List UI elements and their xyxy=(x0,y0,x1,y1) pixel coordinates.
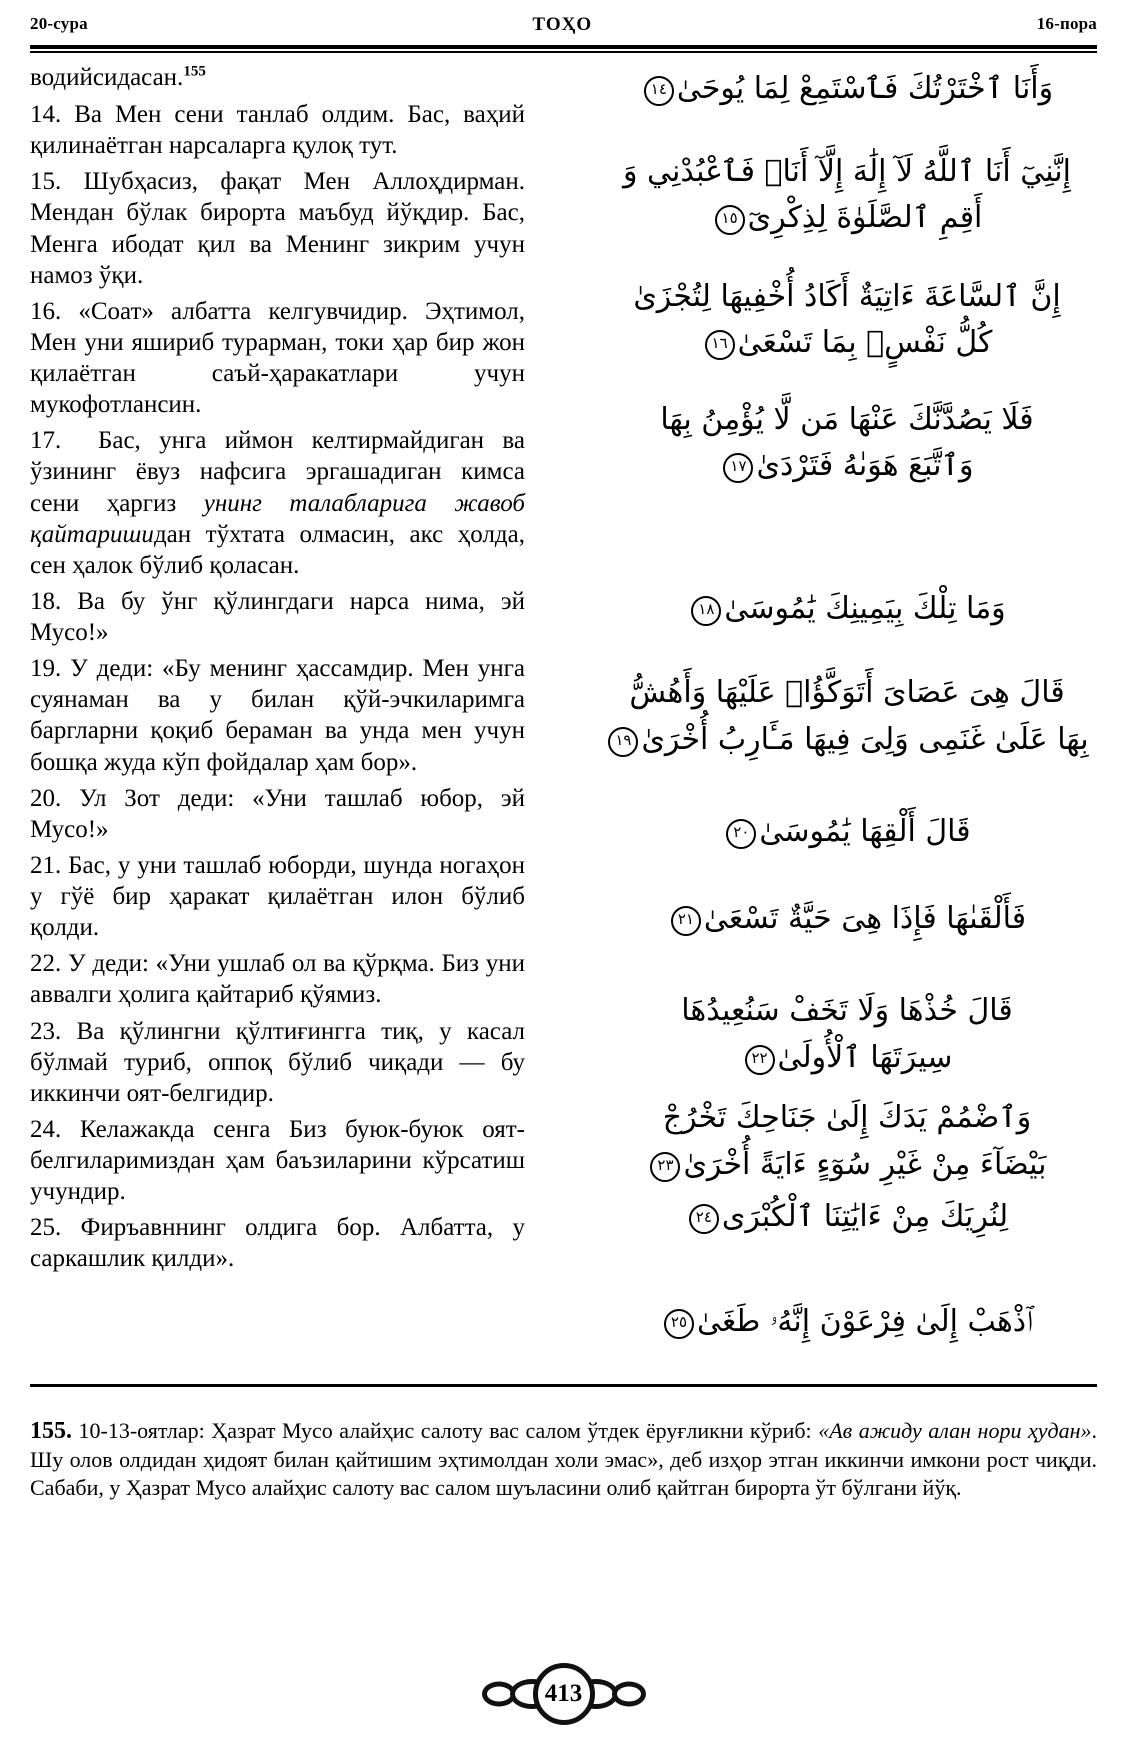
arabic-line: إِنَّنِيٓ أَنَا ٱللَّهُ لَآ إِلَٰهَ إِلَّآ أَنَا۠ فَٱعْبُدْنِي وَ xyxy=(623,153,1071,189)
arabic-line: فَأَلْقَىٰهَا فَإِذَا هِىَ حَيَّةٌ تَسْعَىٰ xyxy=(703,900,1027,936)
verse-14 xyxy=(30,99,525,161)
arabic-ayah-23 xyxy=(597,1095,1097,1188)
ornament-lobe-right-outer xyxy=(612,1682,646,1707)
header-surah-title: ТОҲО xyxy=(532,14,593,35)
arabic-line: فَلَا يَصُدَّنَّكَ عَنْهَا مَن لَّا يُؤْمِنُ بِهَا xyxy=(660,401,1034,437)
verse-text: Шубҳасиз, фақат Мен Аллоҳдирман. Мендан бўлак бирорта маъбуд йўқдир. Бас, Менга ибодат қил ва Менинг зикрим учун намоз ўқи. xyxy=(30,168,525,289)
verse-number: 16. xyxy=(30,297,62,325)
footnote-part-one: 10-13-оятлар: Ҳазрат Мусо алайҳис салоту вас салом ўтдек ёруғликни кўриб: xyxy=(78,1418,819,1443)
ayah-number-badge: ٢٤ xyxy=(689,1204,719,1234)
uzbek-translation-column xyxy=(30,62,525,1280)
ayah-number-badge: ٢٥ xyxy=(664,1309,694,1339)
footnote-part-two: . Шу олов олдидан ҳидоят билан қайтишим эҳтимолдан холи эмас», деб изҳор этган иккинчи имкони рост чиқди. Сабаби, у Ҳазрат Мусо алайҳис салоту вас салом шуъласини олиб қайтган бирорта ўт бўлгани йўқ. xyxy=(30,1418,1097,1500)
ayah-number-badge: ٢٣ xyxy=(650,1152,680,1182)
carryover-line xyxy=(30,62,525,93)
verse-text: Келажакда сенга Биз буюк-буюк оят-белгиларимиздан ҳам баъзиларини кўрсатиш учундир. xyxy=(30,1115,526,1206)
verse-21 xyxy=(30,850,525,943)
arabic-ayah-18 xyxy=(597,586,1097,633)
verse-text: У деди: «Уни ушлаб ол ва қўрқма. Биз уни аввалги ҳолига қайтариб қўямиз. xyxy=(30,950,526,1009)
ayah-number-badge: ١٦ xyxy=(705,330,735,360)
arabic-ayah-25 xyxy=(597,1299,1097,1346)
arabic-line: وَٱتَّبَعَ هَوَىٰهُ فَتَرْدَىٰ xyxy=(756,448,974,483)
verse-number: 24. xyxy=(30,1115,62,1143)
page-number-ornament xyxy=(0,1663,1127,1725)
ayah-number-badge: ١٨ xyxy=(691,596,721,626)
verse-text: Ва бу ўнг қўлингдаги нарса нима, эй Мусо!» xyxy=(30,587,526,646)
verse-number: 21. xyxy=(30,851,62,879)
verse-text-before: Бас, унга иймон келтирмайдиган ва ўзининг ёвуз нафсига эргашадиган кимса сени ҳаргиз xyxy=(30,427,526,517)
arabic-line: كُلُّ نَفْسٍۭ بِمَا تَسْعَىٰ xyxy=(737,325,993,360)
verse-text: Бас, у уни ташлаб юборди, шунда ногаҳон у гўё бир ҳаракат қилаётган илон бўлиб қолди. xyxy=(30,851,525,942)
arabic-line: بِهَا عَلَىٰ غَنَمِى وَلِىَ فِيهَا مَـَٔارِبُ أُخْرَىٰ xyxy=(641,721,1089,757)
verse-number: 19. xyxy=(30,655,62,683)
arabic-ayah-14 xyxy=(597,66,1097,113)
arabic-line: وَٱضْمُمْ يَدَكَ إِلَىٰ جَنَاحِكَ تَخْرُجْ xyxy=(662,1100,1032,1135)
arabic-ayah-20 xyxy=(597,809,1097,856)
verse-15 xyxy=(30,166,525,291)
arabic-text-column xyxy=(597,62,1097,1349)
footnote-number: 155. xyxy=(30,1418,72,1444)
verse-text: «Соат» албатта келгувчидир. Эҳтимол, Мен уни яшириб турарман, токи ҳар бир жон қилаётган саъй-ҳаракатлари учун мукофотлансин. xyxy=(30,297,526,419)
verse-22 xyxy=(30,948,525,1010)
verse-number: 22. xyxy=(30,950,62,978)
verse-20 xyxy=(30,783,525,845)
carryover-text: водийсидасан. xyxy=(30,64,184,91)
verse-number: 17. xyxy=(30,427,62,455)
footnote-arabic-transliteration: «Ав ажиду алан нори ҳудан» xyxy=(818,1418,1092,1443)
ayah-number-badge: ١٩ xyxy=(608,727,638,757)
verse-17 xyxy=(30,425,525,581)
verse-text: Ва қўлингни қўлтиғингга тиқ, у касал бўлмай туриб, оппоқ бўлиб чиқади — бу иккинчи оят-белгидир. xyxy=(30,1017,525,1107)
arabic-line: قَالَ هِىَ عَصَاىَ أَتَوَكَّؤُا۟ عَلَيْهَا وَأَهُشُّ xyxy=(629,675,1065,710)
verse-24 xyxy=(30,1114,525,1207)
arabic-line: قَالَ خُذْهَا وَلَا تَخَفْ سَنُعِيدُهَا xyxy=(681,993,1013,1028)
arabic-ayah-17 xyxy=(597,397,1097,490)
verse-text-after: дан тўхтата олмасин, акс ҳолда, сен ҳалок бўлиб қоласан. xyxy=(30,520,525,579)
verse-23 xyxy=(30,1016,525,1109)
arabic-line: قَالَ أَلْقِهَا يَٰمُوسَىٰ xyxy=(759,814,971,849)
ayah-number-badge: ١٥ xyxy=(715,205,745,235)
verse-number: 14. xyxy=(30,101,62,128)
verse-number: 15. xyxy=(30,168,62,196)
verse-16 xyxy=(30,296,525,421)
footnote-155 xyxy=(30,1416,1097,1501)
verse-text: Ул Зот деди: «Уни ташлаб юбор, эй Мусо!» xyxy=(30,784,525,843)
verse-number: 23. xyxy=(30,1017,62,1045)
arabic-line: أَقِمِ ٱلصَّلَوٰةَ لِذِكْرِىٓ xyxy=(747,200,983,235)
arabic-line: سِيرَتَهَا ٱلْأُولَىٰ xyxy=(777,1039,953,1075)
footnote-divider-rule xyxy=(30,1384,1097,1387)
verse-text: Фиръавннинг олдига бор. Албатта, у саркашлик қилди». xyxy=(30,1214,526,1273)
verse-25 xyxy=(30,1212,525,1274)
arabic-line: لِنُرِيَكَ مِنْ ءَايَٰتِنَا ٱلْكُبْرَى xyxy=(721,1199,1009,1234)
ayah-number-badge: ٢٠ xyxy=(726,819,756,849)
verse-text: У деди: «Бу менинг ҳассамдир. Мен унга суянаман ва у билан қўй-эчкиларимга баргларни қоқиб бераман ва унда мен учун бошқа жуда кўп фойдалар ҳам бор». xyxy=(30,655,525,776)
arabic-ayah-24 xyxy=(597,1194,1097,1241)
ayah-number-badge: ٢٢ xyxy=(745,1045,775,1075)
arabic-line: وَمَا تِلْكَ بِيَمِينِكَ يَٰمُوسَىٰ xyxy=(724,590,1006,626)
arabic-ayah-15 xyxy=(597,149,1097,242)
arabic-line: ٱذْهَبْ إِلَىٰ فِرْعَوْنَ إِنَّهُۥ طَغَىٰ xyxy=(696,1303,1034,1339)
verse-19 xyxy=(30,653,525,778)
arabic-line: وَأَنَا ٱخْتَرْتُكَ فَٱسْتَمِعْ لِمَا يُوحَىٰ xyxy=(676,71,1054,106)
running-header xyxy=(30,14,1097,44)
verse-number: 20. xyxy=(30,784,62,812)
ayah-number-badge: ١٤ xyxy=(644,76,674,106)
page-number: 413 xyxy=(533,1663,595,1725)
body-columns xyxy=(30,62,1097,1382)
header-divider-rule xyxy=(30,45,1097,53)
arabic-ayah-16 xyxy=(597,274,1097,367)
arabic-ayah-22 xyxy=(597,988,1097,1081)
verse-number: 25. xyxy=(30,1214,62,1242)
footnote-marker: 155 xyxy=(183,63,206,80)
arabic-line: بَيْضَآءَ مِنْ غَيْرِ سُوٓءٍ ءَايَةً أُخْرَىٰ xyxy=(683,1146,1047,1182)
verse-text: Ва Мен сени танлаб олдим. Бас, ваҳий қилинаётган нарсаларга қулоқ тут. xyxy=(30,101,526,160)
arabic-line: إِنَّ ٱلسَّاعَةَ ءَاتِيَةٌ أَكَادُ أُخْفِيهَا لِتُجْزَىٰ xyxy=(633,278,1061,314)
header-juz-label: 16-пора xyxy=(1036,14,1097,33)
header-surah-label: 20-сура xyxy=(30,14,88,33)
verse-number: 18. xyxy=(30,587,62,615)
verse-text-italic: унинг талабларига жавоб қайтариши xyxy=(30,489,525,548)
ayah-number-badge: ٢١ xyxy=(671,906,701,936)
verse-18 xyxy=(30,586,525,648)
arabic-ayah-21 xyxy=(597,896,1097,943)
arabic-ayah-19 xyxy=(597,670,1097,763)
ayah-number-badge: ١٧ xyxy=(723,453,753,483)
